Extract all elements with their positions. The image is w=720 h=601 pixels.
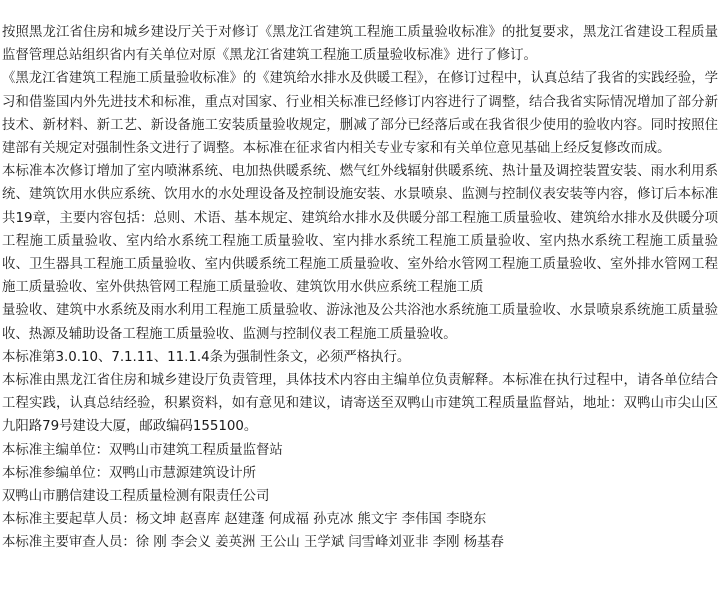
paragraph-revision-intro: 按照黑龙江省住房和城乡建设厅关于对修订《黑龙江省建筑工程施工质量验收标准》的批复要求，黑龙江省建设工程质量监督管理总站组织省内有关单位对原《黑龙江省建筑工程施工质量验收标准》进行了修订。 — [2, 25, 718, 64]
paragraph-content-list: 本标准本次修订增加了室内喷淋系统、电加热供暖系统、燃气红外线辐射供暖系统、热计量及调控装置安装、雨水利用系统、建筑饮用水供应系统、饮用水的水处理设备及控制设施安装、水景喷泉、监测与控制仪表安装等内容，修订后本标准共19章，主要内容包括：总则、术语、基本规定、建筑给水排水及供暖分部工程施工质量验收、建筑给水排水及供暖分项工程施工质量验收、室内给水系统工程施工质量验收、室内排水系统工程施工质量验收、室内热水系统工程施工质量验收、卫生器具工程施工质量验收、室内供暖系统工程施工质量验收、室外给水管网工程施工质量验收、室外排水管网工程施工质量验收、室外供热管网工程施工质量验收、建筑饮用水供应系统工程施工质 — [2, 164, 718, 296]
paragraph-content-list-continued: 量验收、建筑中水系统及雨水利用工程施工质量验收、游泳池及公共浴池水系统施工质量验收、水景喷泉系统施工质量验收、热源及辅助设备工程施工质量验收、监测与控制仪表工程施工质量验收。 — [2, 303, 718, 342]
paragraph-chief-editor-unit: 本标准主编单位：双鸭山市建筑工程质量监督站 — [2, 442, 283, 458]
paragraph-drafters: 本标准主要起草人员：杨文坤 赵喜库 赵建蓬 何成福 孙克冰 熊文宇 李伟国 李晓东 — [2, 512, 487, 528]
paragraph-participating-unit-2: 双鸭山市鹏信建设工程质量检测有限责任公司 — [2, 489, 270, 505]
paragraph-reviewers: 本标准主要审查人员：徐 刚 李会义 姜英洲 王公山 王学斌 闫雪峰刘亚非 李刚 杨基春 — [2, 535, 504, 551]
paragraph-management-contact: 本标准由黑龙江省住房和城乡建设厅负责管理，具体技术内容由主编单位负责解释。本标准在执行过程中，请各单位结合工程实践，认真总结经验，积累资料，如有意见和建议，请寄送至双鸭山市建筑工程质量监督站，地址：双鸭山市尖山区九阳路79号建设大厦，邮政编码155100。 — [2, 373, 718, 435]
paragraph-participating-unit: 本标准参编单位：双鸭山市慧源建筑设计所 — [2, 465, 257, 481]
paragraph-mandatory-clauses: 本标准第3.0.10、7.1.11、11.1.4条为强制性条文，必须严格执行。 — [2, 349, 411, 365]
paragraph-revision-summary: 《黑龙江省建筑工程施工质量验收标准》的《建筑给水排水及供暖工程》，在修订过程中，认真总结了我省的实践经验，学习和借鉴国内外先进技术和标准，重点对国家、行业相关标准已经修订内容进行了调整，结合我省实际情况增加了部分新技术、新材料、新工艺、新设备施工安装质量验收规定，删减了部分已经落后或在我省很少使用的验收内容。同时按照住建部有关规定对强制性条文进行了调整。本标准在征求省内相关专业专家和有关单位意见基础上经反复修改而成。 — [2, 71, 718, 157]
